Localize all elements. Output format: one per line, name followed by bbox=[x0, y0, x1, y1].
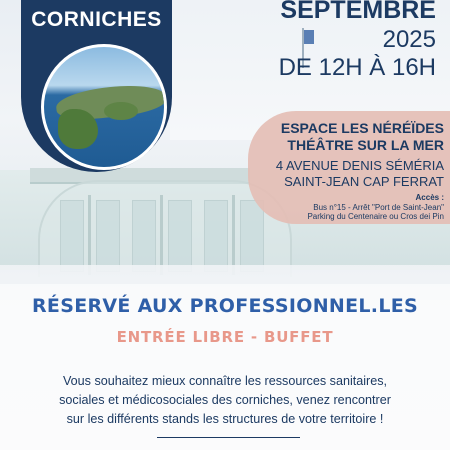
venue-line: ESPACE LES NÉRÉÏDES bbox=[280, 120, 444, 136]
island-land bbox=[104, 102, 138, 120]
access-bus: Bus n°15 - Arrêt "Port de Saint-Jean" bbox=[313, 203, 444, 212]
venue-name bbox=[248, 120, 444, 154]
flag-icon bbox=[304, 30, 314, 44]
event-month: SEPTEMBRE bbox=[280, 0, 436, 24]
address-line: 4 AVENUE DENIS SÉMÉRIA bbox=[275, 158, 444, 173]
cape-land bbox=[58, 109, 98, 149]
reserved-heading: RÉSERVÉ AUX PROFESSIONNEL.LES bbox=[32, 295, 418, 317]
event-hours: DE 12H À 16H bbox=[278, 54, 436, 81]
event-year: 2025 bbox=[382, 26, 436, 53]
access-label: Accès : bbox=[415, 193, 444, 202]
building-window bbox=[204, 200, 228, 272]
coastline-photo bbox=[41, 44, 167, 170]
building-pillar bbox=[160, 195, 163, 275]
address-line: SAINT-JEAN CAP FERRAT bbox=[284, 174, 444, 189]
building-pillar bbox=[232, 195, 235, 275]
description-line: sociales et médicosociales des corniches, venez rencontrer bbox=[59, 393, 391, 407]
description-line: sur les différents stands les structures de votre territoire ! bbox=[66, 412, 384, 426]
building-window bbox=[96, 200, 120, 272]
building-pillar bbox=[88, 195, 91, 275]
building-window bbox=[240, 200, 264, 272]
divider bbox=[157, 437, 300, 438]
entry-subheading: ENTRÉE LIBRE - BUFFET bbox=[116, 328, 334, 346]
description bbox=[20, 372, 430, 429]
venue-line: THÉÂTRE SUR LA MER bbox=[287, 137, 444, 153]
building-window bbox=[60, 200, 84, 272]
banner-title: CORNICHES bbox=[31, 8, 162, 31]
venue-address bbox=[248, 158, 444, 190]
building-window bbox=[132, 200, 156, 272]
building-window bbox=[168, 200, 192, 272]
description-line: Vous souhaitez mieux connaître les ressources sanitaires, bbox=[62, 374, 388, 388]
access-parking: Parking du Centenaire ou Cros dei Pin bbox=[307, 212, 444, 221]
